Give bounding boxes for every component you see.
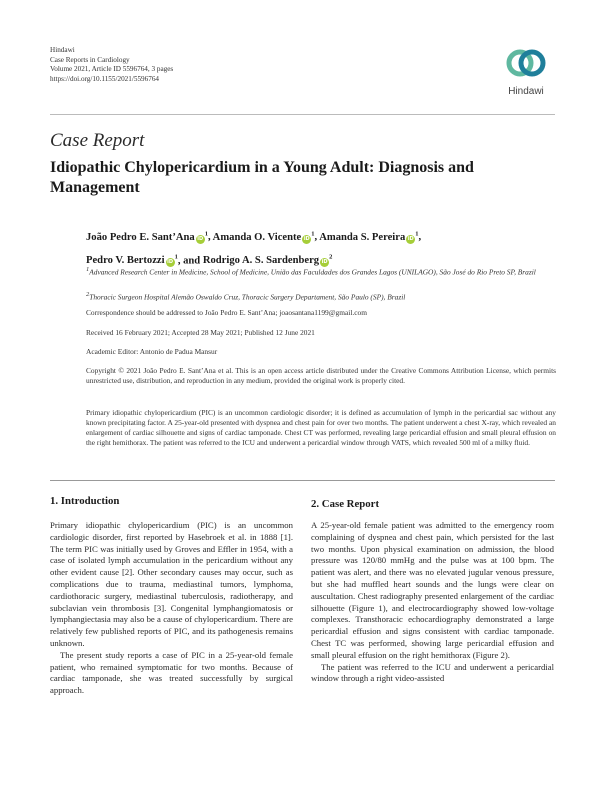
paragraph: The present study reports a case of PIC in a 25-year-old female patient, who remained symptomatic for two months. Because of cardiac tamponade, she was treated successfully by surgical approach. [50, 649, 293, 696]
paragraph: The patient was referred to the ICU and underwent a pericardial window through a right video-assisted [311, 661, 554, 684]
article-title: Idiopathic Chylopericardium in a Young Adult: Diagnosis and Management [50, 159, 474, 196]
author-list: João Pedro E. Sant’Ana $iD^1$, Amanda O. Vicente $iD^1$, Amanda S. Pereira $iD^1$, Pedro V. Bertozzi $iD^1$, and Rodrigo A. S. Sardenberg $iD^2$ [86, 230, 422, 267]
publication-dates: Received 16 February 2021; Accepted 28 May 2021; Published 12 June 2021 [86, 328, 315, 337]
author[interactable]: João Pedro E. Sant’Ana $iD^1$ [86, 230, 208, 243]
author[interactable]: Rodrigo A. S. Sardenberg $iD^2$ [202, 253, 333, 267]
doi-link[interactable]: https://doi.org/10.1155/2021/5596764 [50, 74, 160, 83]
hindawi-logo [497, 46, 555, 104]
affiliation-2: $^2$Thoracic Surgeon Hospital Alemão Oswaldo Cruz, Thoracic Surgery Departament, São Paulo (SP), Brazil [86, 291, 406, 302]
abstract: Primary idiopathic chylopericardium (PIC) is an uncommon cardiologic disorder; it is defined as accumulation of lymph in the pericardial sac without any known precipitating factor. A 25-year-old presented with dyspnea and chest pain for over two months. The patient underwent a chest X-ray, which revealed an enlargement of cardiac silhouette and signs of cardiac tamponade. Chest CT was performed, revealing large pericardial effusion and small pleural effusion on the right hemithorax. The patient was referred to the ICU and underwent a pericardial window through VATS, which revealed 500 ml of a milky fluid. [86, 408, 556, 447]
header-rule [50, 114, 555, 115]
author[interactable]: Amanda S. Pereira $iD^1$ [319, 230, 419, 243]
case-report-text [311, 520, 554, 685]
volume-info: Volume 2021, Article ID 5596764, 3 pages [50, 65, 174, 74]
copyright-notice: Copyright © 2021 João Pedro E. Sant’Ana et al. This is an open access article distributed under the Creative Commons Attribution License, which permits unrestricted use, distribution, and reproduction in any medium, provided the original work is properly cited. [86, 366, 556, 385]
journal-name: Case Reports in Cardiology [50, 55, 130, 64]
correspondence: Correspondence should be addressed to João Pedro E. Sant’Ana; joaosantana1199@gmail.com [86, 308, 367, 317]
introduction-text [50, 520, 293, 697]
orcid-icon[interactable]: iD [197, 235, 204, 242]
section-heading-introduction: 1. Introduction [50, 495, 120, 507]
author[interactable]: Amanda O. Vicente $iD^1$ [212, 230, 315, 243]
orcid-icon[interactable]: iD [407, 235, 414, 242]
section-heading-case-report: 2. Case Report [311, 498, 380, 510]
abstract-separator [50, 480, 555, 481]
hindawi-logo-icon [506, 46, 546, 80]
orcid-icon[interactable]: iD [303, 235, 310, 242]
paragraph: Primary idiopathic chylopericardium (PIC) is an uncommon cardiologic disorder, first reported by Hasebroek et al. in 1888 [1]. The term PIC was initially used by Groves and Effler in 1954, with a case of isolated lymph accumulation in the pericardium without any other evident cause [2]. Other secondary causes may occur, such as complications due to trauma, mediastinal tumors, lymphoma, cardiothoracic surgery, mediastinal tuberculosis, radiotherapy, and subclavian vein thrombosis [3]. Congenital lymphangiomatosis or lymphangiectasia may also be a cause of chylopericardium. There are relatively few published reports of PIC, and its pathogenesis remains unknown. [50, 520, 293, 648]
article-type: Case Report [50, 130, 145, 151]
paragraph: A 25-year-old female patient was admitted to the emergency room complaining of dyspnea and chest pain, which persisted for the last two months. Upon physical examination on admission, the blood pressure was 120/80 mmHg and the pulse was at 100 bpm. The patient was alert, and there was no elevated jugular venous pressure, but she had muffled heart sounds and the lungs were clear on auscultation. Chest radiography presented enlargement of the cardiac silhouette (Figure 1), and electrocardiography showed low-voltage complexes. Transthoracic echocardiography demonstrated a large pericardial effusion and signs consistent with cardiac tamponade. Chest TC was performed, showing large pericardial effusion and small pleural effusion on the right hemithorax (Figure 2). [311, 520, 554, 660]
author[interactable]: Pedro V. Bertozzi $iD^1$ [86, 253, 178, 267]
journal-metadata [50, 46, 173, 84]
orcid-icon[interactable]: iD [167, 259, 173, 266]
academic-editor: Academic Editor: Antonio de Padua Mansur [86, 347, 218, 356]
publisher-name: Hindawi [50, 46, 75, 54]
orcid-icon[interactable]: iD [321, 259, 328, 266]
affiliation-1: $^1$Advanced Research Center in Medicine, School of Medicine, União das Faculdades dos Grandes Lagos (UNILAGO), São José do Rio Preto SP, Brazil [86, 266, 536, 277]
logo-text: Hindawi [508, 86, 544, 97]
